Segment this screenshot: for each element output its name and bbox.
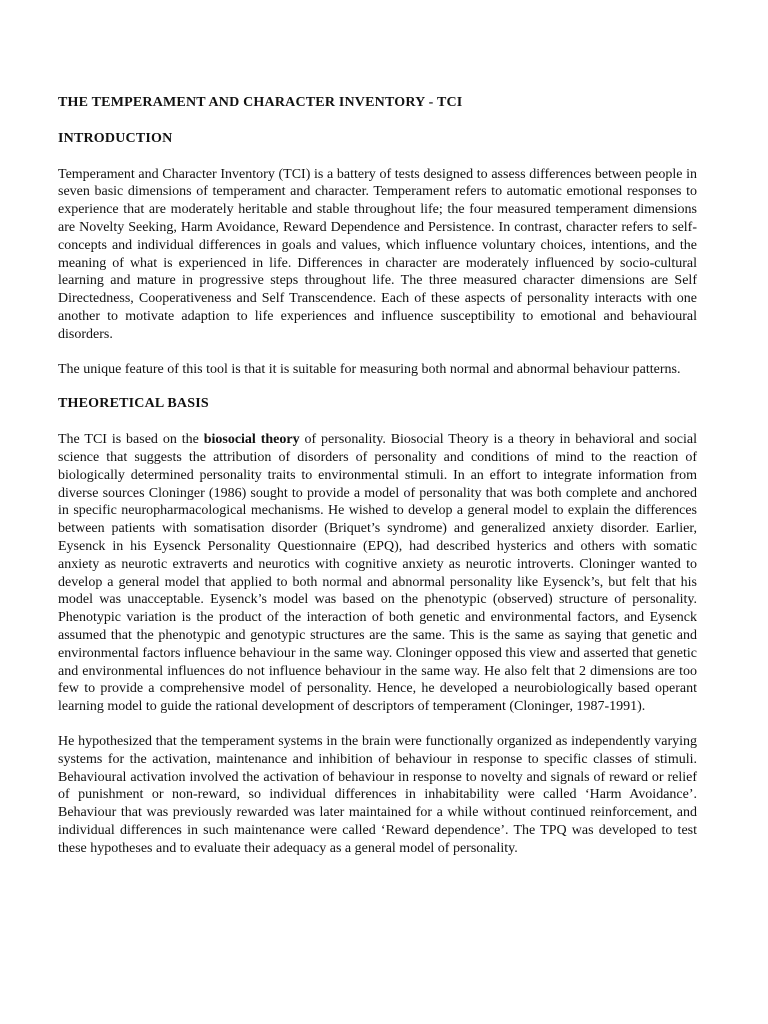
- theory-paragraph-2: He hypothesized that the temperament systems in the brain were functionally organized as independently varying systems for the activation, maintenance and inhibition of behaviour in response to specific classes of stimuli. Behavioural activation involved the activation of behaviour in response to novelty and signals of reward or relief of punishment or non-reward, so individual differences in inhabitability were called ‘Harm Avoidance’. Behaviour that was previously rewarded was later maintained for a while without continued reinforcement, and individual differences in such maintenance were called ‘Reward dependence’. The TPQ was developed to test these hypotheses and to evaluate their adequacy as a general model of personality.: [58, 733, 697, 856]
- document-body: [58, 94, 697, 874]
- theory-paragraph-1: [58, 431, 697, 716]
- intro-paragraph-2: The unique feature of this tool is that it is suitable for measuring both normal and abnormal behaviour patterns.: [58, 361, 681, 377]
- intro-paragraph-1: Temperament and Character Inventory (TCI) is a battery of tests designed to assess differences between people in seven basic dimensions of temperament and character. Temperament refers to automatic emotional responses to experience that are moderately heritable and stable throughout life; the four measured temperament dimensions are Novelty Seeking, Harm Avoidance, Reward Dependence and Persistence. In contrast, character refers to self-concepts and individual differences in goals and values, which influence voluntary choices, intentions, and the meaning of what is experienced in life. Differences in character are moderately influenced by socio-cultural learning and mature in progressive steps throughout life. The three measured character dimensions are Self Directedness, Cooperativeness and Self Transcendence. Each of these aspects of personality interacts with one another to motivate adaption to life experiences and influence susceptibility to emotional and behavioural disorders.: [58, 166, 697, 342]
- document-title: THE TEMPERAMENT AND CHARACTER INVENTORY - TCI: [58, 95, 463, 110]
- heading-introduction: INTRODUCTION: [58, 130, 173, 146]
- heading-theoretical-basis: THEORETICAL BASIS: [58, 396, 209, 412]
- biosocial-theory-term: biosocial theory: [203, 432, 300, 448]
- theory-paragraph-1-rest: of personality. Biosocial Theory is a theory in behavioral and social science that suggests the attribution of disorders of personality and conditions of mind to the reaction of biologically determined personality traits to environmental stimuli. In an effort to integrate information from diverse sources Cloninger (1986) sought to provide a model of personality that was both complete and anchored in specific neuropharmacological mechanisms. He wished to develop a general model to explain the differences between patients with somatisation disorder (Briquet’s syndrome) and generalized anxiety disorder. Earlier, Eysenck in his Eysenck Personality Questionnaire (EPQ), had described hysterics and others with somatic anxiety as neurotic extraverts and neurotics with cognitive anxiety as neurotic introverts. Cloninger wanted to develop a general model that applied to both normal and abnormal personality like Eysenck’s, but felt that his model was unacceptable. Eysenck’s model was based on the phenotypic (observed) structure of personality. Phenotypic variation is the product of the interaction of both genetic and environmental factors, and Eysenck assumed that the phenotypic and genotypic structures are the same. This is the same as saying that genetic and environmental factors influence behaviour in the same way. Cloninger opposed this view and asserted that genetic and environmental influences do not influence behaviour in the same way. He also felt that 2 dimensions are too few to provide a comprehensive model of personality. Hence, he developed a neurobiologically based operant learning model to guide the rational development of descriptors of temperament (Cloninger, 1987-1991).: [58, 432, 698, 715]
- theory-paragraph-1-lead: The TCI is based on the: [58, 432, 204, 448]
